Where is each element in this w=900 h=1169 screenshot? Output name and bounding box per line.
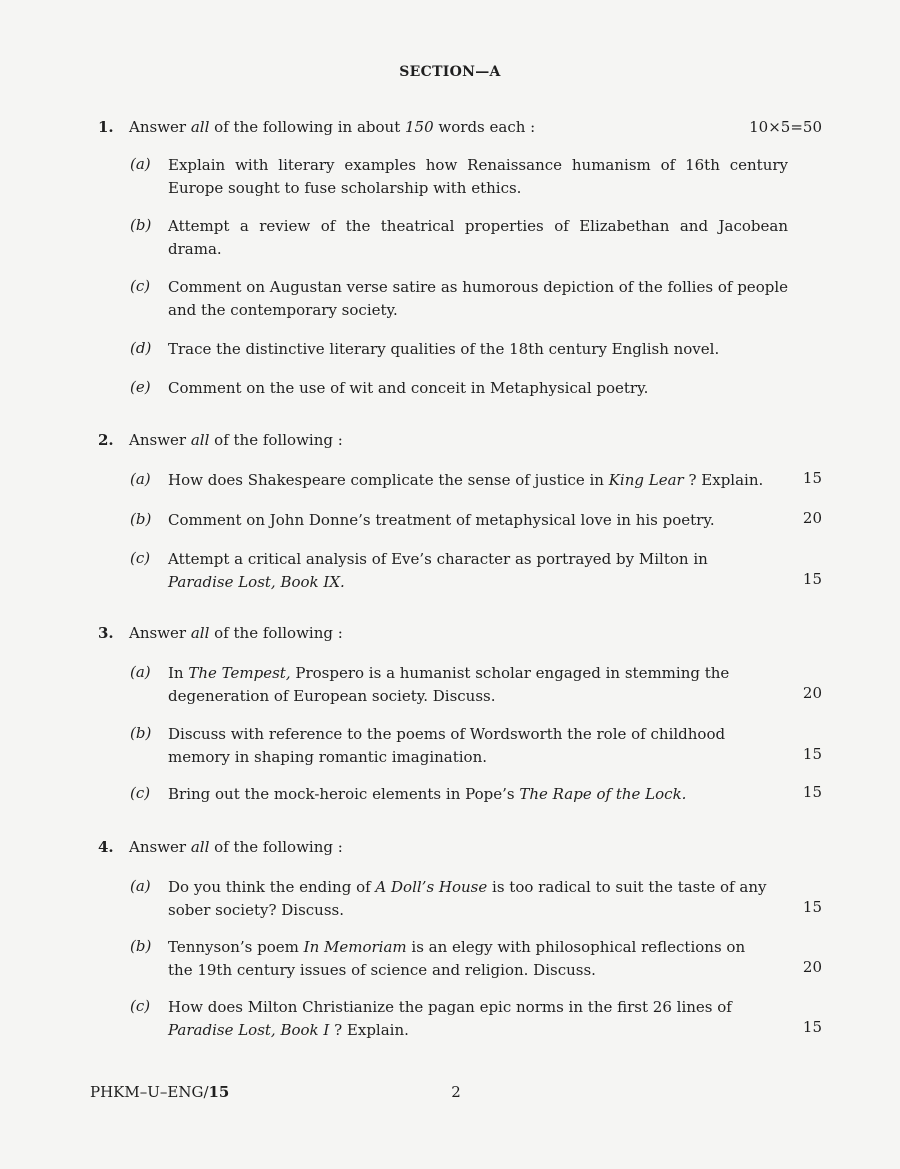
item-label: (a) <box>130 155 151 173</box>
question-item: Do you think the ending of A Doll’s House is too radical to suit the taste of any sober society? Discuss. <box>168 878 767 919</box>
question-item: Bring out the mock-heroic elements in Pope’s The Rape of the Lock. <box>168 785 687 803</box>
item-marks: 20 <box>802 509 822 527</box>
question-number: 2. <box>98 431 114 449</box>
question-item: Comment on the use of wit and conceit in Metaphysical poetry. <box>168 379 649 397</box>
item-label: (b) <box>130 724 152 742</box>
item-label: (b) <box>130 937 152 955</box>
question-item: Comment on Augustan verse satire as humorous depiction of the follies of people and the contemporary society. <box>168 278 788 319</box>
question-number: 3. <box>98 624 114 642</box>
item-label: (c) <box>130 784 151 802</box>
item-marks: 15 <box>802 570 822 588</box>
question-number: 4. <box>98 838 114 856</box>
item-label: (b) <box>130 510 152 528</box>
section-heading: SECTION—A <box>399 64 501 80</box>
question-marks: 10×5=50 <box>749 118 822 136</box>
question-item: Comment on John Donne’s treatment of metaphysical love in his poetry. <box>168 511 715 529</box>
question-item: How does Milton Christianize the pagan epic norms in the first 26 lines of Paradise Lost, Book I ? Explain. <box>168 998 732 1039</box>
question-number: 1. <box>98 118 114 136</box>
question-item: Attempt a critical analysis of Eve’s character as portrayed by Milton in Paradise Lost, Book IX. <box>168 550 708 591</box>
item-marks: 15 <box>802 783 822 801</box>
item-marks: 20 <box>802 684 822 702</box>
question-item: Attempt a review of the theatrical properties of Elizabethan and Jacobean drama. <box>168 217 788 258</box>
question-instruction: Answer all of the following in about 150 words each : <box>129 118 536 136</box>
item-label: (a) <box>130 877 151 895</box>
page-number: 2 <box>451 1083 461 1101</box>
item-marks: 15 <box>802 898 822 916</box>
item-label: (a) <box>130 470 151 488</box>
question-instruction: Answer all of the following : <box>129 431 343 449</box>
question-item: Discuss with reference to the poems of Wordsworth the role of childhood memory in shaping romantic imagination. <box>168 725 726 766</box>
item-label: (d) <box>130 339 152 357</box>
item-marks: 15 <box>802 745 822 763</box>
question-instruction: Answer all of the following : <box>129 838 343 856</box>
question-item: How does Shakespeare complicate the sense of justice in King Lear ? Explain. <box>168 471 764 489</box>
item-label: (c) <box>130 277 151 295</box>
item-marks: 15 <box>802 469 822 487</box>
item-marks: 20 <box>802 958 822 976</box>
item-label: (b) <box>130 216 152 234</box>
paper-code: PHKM–U–ENG/15 <box>90 1083 230 1101</box>
item-label: (c) <box>130 549 151 567</box>
item-label: (a) <box>130 663 151 681</box>
question-item: In The Tempest, Prospero is a humanist scholar engaged in stemming the degeneration of European society. Discuss. <box>168 664 730 705</box>
question-item: Explain with literary examples how Renaissance humanism of 16th century Europe sought to fuse scholarship with ethics. <box>168 156 788 197</box>
item-label: (c) <box>130 997 151 1015</box>
question-item: Trace the distinctive literary qualities of the 18th century English novel. <box>168 340 720 358</box>
question-item: Tennyson’s poem In Memoriam is an elegy with philosophical reflections on the 19th century issues of science and religion. Discuss. <box>168 938 746 979</box>
item-label: (e) <box>130 378 151 396</box>
item-marks: 15 <box>802 1018 822 1036</box>
question-instruction: Answer all of the following : <box>129 624 343 642</box>
